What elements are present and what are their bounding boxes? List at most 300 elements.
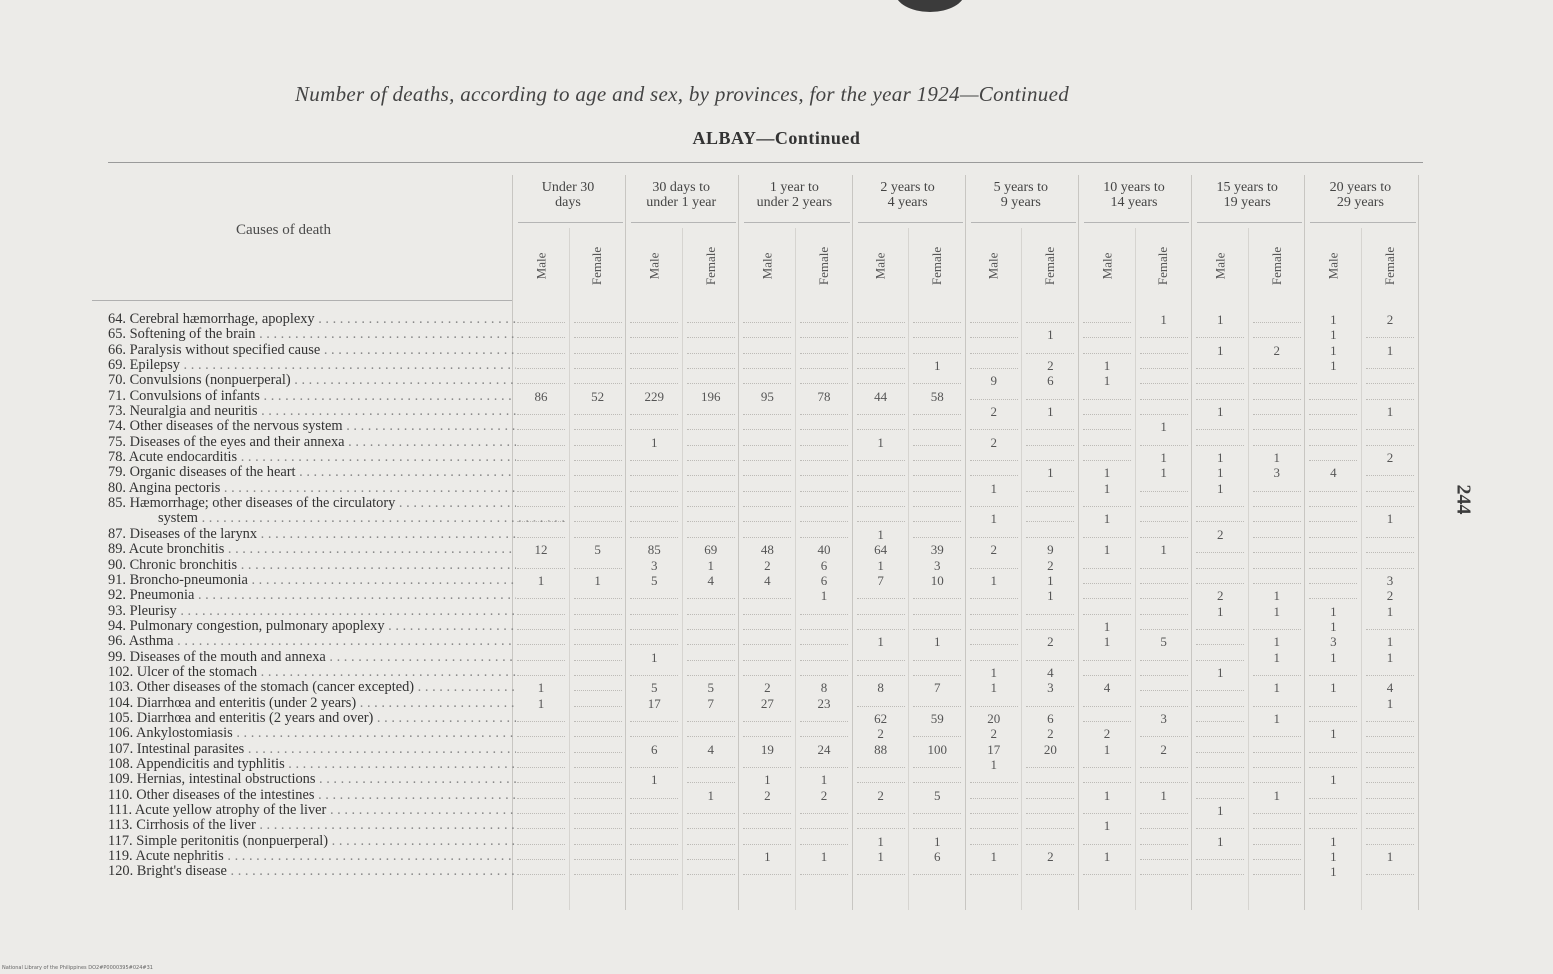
death-count-cell: 2 [1386,450,1394,466]
death-count-cell: 1 [1103,511,1111,527]
male-column-header [1193,232,1247,300]
empty-cell-leader [800,383,848,385]
empty-cell-leader [913,629,961,631]
male-column-header [514,232,568,300]
empty-cell-leader [1140,874,1188,876]
cause-of-death: 113. Cirrhosis of the liver . . . [108,818,516,833]
empty-cell-leader [630,368,678,370]
empty-cell-leader [1083,660,1131,662]
empty-cell-leader [970,660,1018,662]
empty-cell-leader [743,644,791,646]
empty-cell-leader [630,828,678,830]
death-count-cell: 1 [1386,342,1394,358]
sex-label: Female [1042,246,1058,286]
cause-of-death: 104. Diarrhœa and enteritis (under 2 years) . . . [108,696,516,711]
empty-cell-leader [1083,353,1131,355]
death-count-cell: 1 [1216,404,1224,420]
death-count-cell: 1 [1103,618,1111,634]
empty-cell-leader [913,337,961,339]
empty-cell-leader [1253,782,1301,784]
empty-cell-leader [913,675,961,677]
empty-cell-leader [517,414,565,416]
empty-cell-leader [1309,399,1357,401]
empty-cell-leader [1253,568,1301,570]
cause-of-death: 106. Ankylostomiasis . . . [108,726,516,741]
death-count-cell: 3 [1160,710,1167,726]
empty-cell-leader [913,445,961,447]
death-count-cell: 4 [1047,664,1054,680]
empty-cell-leader [574,767,622,769]
cause-of-death: 87. Diseases of the larynx . . . [108,527,516,542]
death-count-cell: 69 [704,542,718,558]
empty-cell-leader [970,644,1018,646]
empty-cell-leader [1140,629,1188,631]
death-count-cell: 196 [701,388,721,404]
empty-cell-leader [630,521,678,523]
empty-cell-leader [1026,353,1074,355]
death-count-cell: 19 [760,741,774,757]
empty-cell-leader [743,537,791,539]
cause-of-death: 91. Broncho-pneumonia . . . [108,573,516,588]
empty-cell-leader [1309,414,1357,416]
empty-cell-leader [1196,552,1244,554]
empty-cell-leader [1083,322,1131,324]
death-count-cell: 1 [1386,695,1394,711]
empty-cell-leader [574,568,622,570]
empty-cell-leader [1196,445,1244,447]
empty-cell-leader [517,752,565,754]
cause-of-death: system . . . [108,511,566,526]
empty-cell-leader [687,736,735,738]
empty-cell-leader [630,721,678,723]
scan-artifact [895,0,965,12]
death-count-cell: 23 [817,695,831,711]
empty-cell-leader [1309,828,1357,830]
empty-cell-leader [687,859,735,861]
column-rule [852,175,853,910]
empty-cell-leader [913,660,961,662]
death-count-cell: 229 [644,388,664,404]
table-title: Number of deaths, according to age and sex, by provinces, for the year 1924—Continued [295,82,1069,106]
empty-cell-leader [1026,445,1074,447]
death-count-cell: 1 [1273,710,1281,726]
age-group-line1: 1 year to [769,180,819,195]
death-count-cell: 20 [987,710,1001,726]
age-group-line2: 4 years [887,195,928,210]
causes-column-header: Causes of death [236,222,331,238]
empty-cell-leader [857,813,905,815]
empty-cell-leader [913,874,961,876]
empty-cell-leader [743,813,791,815]
death-count-cell: 1 [1273,680,1281,696]
death-count-cell: 1 [1330,603,1337,619]
empty-cell-leader [970,629,1018,631]
empty-cell-leader [1309,675,1357,677]
death-count-cell: 4 [1386,680,1394,696]
empty-cell-leader [1253,322,1301,324]
empty-cell-leader [1196,782,1244,784]
empty-cell-leader [1196,690,1244,692]
empty-cell-leader [687,460,735,462]
death-count-cell: 2 [877,726,884,742]
empty-cell-leader [1253,491,1301,493]
empty-cell-leader [517,644,565,646]
empty-cell-leader [913,782,961,784]
empty-cell-leader [970,337,1018,339]
cause-of-death: 120. Bright's disease . . . [108,864,516,879]
age-group-line2: under 1 year [646,195,717,210]
empty-cell-leader [1253,859,1301,861]
sex-label: Male [872,252,888,280]
death-count-cell: 27 [760,695,774,711]
empty-cell-leader [913,614,961,616]
empty-cell-leader [687,475,735,477]
death-count-cell: 1 [1160,419,1167,435]
empty-cell-leader [1366,537,1414,539]
empty-cell-leader [574,690,622,692]
empty-cell-leader [800,414,848,416]
empty-cell-leader [574,491,622,493]
death-count-cell: 7 [877,572,884,588]
empty-cell-leader [1140,614,1188,616]
cause-of-death: 66. Paralysis without specified cause . . . [108,343,516,358]
death-count-cell: 64 [874,542,888,558]
empty-cell-leader [1026,521,1074,523]
cause-of-death: 73. Neuralgia and neuritis . . . [108,404,516,419]
age-group-line2: 29 years [1336,195,1384,210]
empty-cell-leader [687,782,735,784]
empty-cell-leader [1083,598,1131,600]
empty-cell-leader [743,429,791,431]
age-group-header [740,180,848,210]
death-count-cell: 8 [877,680,884,696]
death-count-cell: 1 [1160,450,1167,466]
empty-cell-leader [1140,506,1188,508]
cause-of-death: 80. Angina pectoris . . . [108,481,516,496]
empty-cell-leader [1366,506,1414,508]
empty-cell-leader [1253,828,1301,830]
death-count-cell: 2 [1047,726,1054,742]
death-count-cell: 1 [1386,649,1394,665]
death-count-cell: 1 [1386,511,1394,527]
death-count-cell: 2 [1273,342,1281,358]
empty-cell-leader [800,844,848,846]
death-count-cell: 78 [817,388,831,404]
empty-cell-leader [1366,491,1414,493]
empty-cell-leader [1196,644,1244,646]
empty-cell-leader [1083,614,1131,616]
empty-cell-leader [517,491,565,493]
empty-cell-leader [630,475,678,477]
empty-cell-leader [1083,460,1131,462]
empty-cell-leader [857,782,905,784]
empty-cell-leader [970,399,1018,401]
death-count-cell: 5 [650,680,658,696]
age-group-line2: under 2 years [756,195,833,210]
empty-cell-leader [517,798,565,800]
cause-of-death: 99. Diseases of the mouth and annexa . . . [108,650,516,665]
death-count-cell: 2 [990,726,998,742]
sex-label: Female [1155,246,1171,286]
empty-cell-leader [630,813,678,815]
death-count-cell: 1 [933,358,941,374]
cause-of-death: 109. Hernias, intestinal obstructions . . . [108,772,516,787]
death-count-cell: 1 [1160,787,1167,803]
empty-cell-leader [1196,583,1244,585]
death-count-cell: 2 [877,787,884,803]
empty-cell-leader [1309,706,1357,708]
age-group-header [514,180,622,210]
empty-cell-leader [574,828,622,830]
age-group-rule [858,222,963,223]
empty-cell-leader [1196,721,1244,723]
death-count-cell: 2 [820,787,828,803]
cause-of-death: 78. Acute endocarditis . . . [108,450,516,465]
death-count-cell: 1 [1103,741,1111,757]
empty-cell-leader [574,383,622,385]
death-count-cell: 1 [877,634,884,650]
death-count-cell: 1 [1273,649,1281,665]
empty-cell-leader [1253,368,1301,370]
empty-cell-leader [1253,706,1301,708]
empty-cell-leader [574,736,622,738]
empty-cell-leader [574,537,622,539]
death-count-cell: 1 [820,588,828,604]
empty-cell-leader [1196,767,1244,769]
empty-cell-leader [1140,368,1188,370]
empty-cell-leader [687,445,735,447]
empty-cell-leader [1309,568,1357,570]
sex-label: Female [1268,246,1284,286]
death-count-cell: 3 [1273,465,1281,481]
empty-cell-leader [970,598,1018,600]
empty-cell-leader [574,506,622,508]
empty-cell-leader [1083,767,1131,769]
empty-cell-leader [1309,445,1357,447]
empty-cell-leader [857,706,905,708]
empty-cell-leader [743,414,791,416]
column-rule [1021,228,1022,910]
empty-cell-leader [1309,506,1357,508]
age-group-line2: 9 years [1000,195,1041,210]
empty-cell-leader [913,828,961,830]
sex-label: Male [985,252,1001,280]
death-count-cell: 2 [1216,588,1224,604]
empty-cell-leader [1140,445,1188,447]
empty-cell-leader [1140,491,1188,493]
death-count-cell: 40 [817,542,831,558]
column-rule [795,228,796,910]
empty-cell-leader [913,706,961,708]
empty-cell-leader [574,368,622,370]
empty-cell-leader [1140,521,1188,523]
empty-cell-leader [800,813,848,815]
empty-cell-leader [1309,813,1357,815]
death-count-cell: 1 [990,756,998,772]
empty-cell-leader [743,337,791,339]
empty-cell-leader [1026,614,1074,616]
age-group-header [854,180,962,210]
empty-cell-leader [1253,506,1301,508]
empty-cell-leader [687,675,735,677]
empty-cell-leader [517,445,565,447]
age-group-line2: days [555,195,581,210]
empty-cell-leader [687,537,735,539]
empty-cell-leader [800,353,848,355]
death-count-cell: 4 [707,572,715,588]
death-count-cell: 2 [1160,741,1167,757]
death-count-cell: 1 [1103,480,1111,496]
age-group-header [1193,180,1301,210]
death-count-cell: 1 [877,557,884,573]
empty-cell-leader [517,568,565,570]
empty-cell-leader [1366,782,1414,784]
death-count-cell: 1 [1330,864,1337,880]
death-count-cell: 1 [933,833,941,849]
empty-cell-leader [743,614,791,616]
empty-cell-leader [913,429,961,431]
female-column-header [1023,232,1077,300]
header-rule [108,162,1423,163]
death-count-cell: 1 [990,680,998,696]
empty-cell-leader [1196,399,1244,401]
empty-cell-leader [630,736,678,738]
death-count-cell: 2 [1047,849,1054,865]
empty-cell-leader [1083,706,1131,708]
empty-cell-leader [970,353,1018,355]
death-count-cell: 5 [1160,634,1167,650]
empty-cell-leader [574,644,622,646]
empty-cell-leader [1140,660,1188,662]
scan-footer: National Library of the Philippines DO2#P0000395#024#31 [2,965,153,971]
empty-cell-leader [857,767,905,769]
empty-cell-leader [743,521,791,523]
empty-cell-leader [517,521,565,523]
empty-cell-leader [1253,874,1301,876]
death-count-cell: 1 [1047,572,1054,588]
empty-cell-leader [1083,782,1131,784]
death-count-cell: 1 [1216,465,1224,481]
empty-cell-leader [630,429,678,431]
empty-cell-leader [1196,828,1244,830]
death-count-cell: 86 [534,388,548,404]
empty-cell-leader [630,844,678,846]
empty-cell-leader [1366,429,1414,431]
empty-cell-leader [1253,752,1301,754]
death-count-cell: 4 [1330,465,1337,481]
empty-cell-leader [857,598,905,600]
death-count-cell: 1 [877,849,884,865]
death-count-cell: 1 [1330,849,1337,865]
death-count-cell: 59 [930,710,944,726]
empty-cell-leader [1196,736,1244,738]
column-rule [1248,228,1249,910]
death-count-cell: 4 [1103,680,1111,696]
cause-of-death: 65. Softening of the brain . . . [108,327,516,342]
empty-cell-leader [1140,828,1188,830]
empty-cell-leader [517,353,565,355]
empty-cell-leader [1253,767,1301,769]
empty-cell-leader [913,353,961,355]
empty-cell-leader [913,322,961,324]
province-subtitle: ALBAY—Continued [692,128,861,148]
death-count-cell: 6 [820,572,828,588]
empty-cell-leader [1196,506,1244,508]
death-count-cell: 7 [707,695,715,711]
empty-cell-leader [687,491,735,493]
age-group-header [1080,180,1188,210]
empty-cell-leader [1366,552,1414,554]
empty-cell-leader [1083,583,1131,585]
empty-cell-leader [1140,782,1188,784]
empty-cell-leader [687,721,735,723]
death-count-cell: 1 [1273,588,1281,604]
empty-cell-leader [1196,337,1244,339]
death-count-cell: 3 [1047,680,1054,696]
age-group-rule [631,222,736,223]
death-count-cell: 24 [817,741,831,757]
death-count-cell: 2 [990,404,998,420]
empty-cell-leader [800,660,848,662]
death-count-cell: 5 [650,572,658,588]
cause-of-death: 111. Acute yellow atrophy of the liver . . . [108,803,516,818]
cause-of-death: 90. Chronic bronchitis . . . [108,558,516,573]
death-count-cell: 1 [1330,312,1337,327]
cause-of-death: 107. Intestinal parasites . . . [108,742,516,757]
empty-cell-leader [517,736,565,738]
empty-cell-leader [1140,859,1188,861]
page-number: 244 [1452,484,1475,515]
column-rule [1304,175,1305,910]
empty-cell-leader [574,874,622,876]
empty-cell-leader [1083,399,1131,401]
empty-cell-leader [1196,859,1244,861]
death-count-cell: 1 [1386,849,1394,865]
death-count-cell: 1 [990,480,998,496]
death-count-cell: 1 [1330,649,1337,665]
empty-cell-leader [913,506,961,508]
death-count-cell: 1 [1160,312,1167,327]
cause-of-death: 74. Other diseases of the nervous system . . . [108,419,516,434]
death-count-cell: 1 [1216,312,1224,327]
empty-cell-leader [800,736,848,738]
empty-cell-leader [1309,583,1357,585]
death-count-cell: 2 [1047,634,1054,650]
empty-cell-leader [800,521,848,523]
age-group-line1: 2 years to [880,180,935,195]
empty-cell-leader [800,368,848,370]
empty-cell-leader [574,353,622,355]
empty-cell-leader [913,767,961,769]
empty-cell-leader [574,521,622,523]
empty-cell-leader [1366,445,1414,447]
empty-cell-leader [1083,721,1131,723]
empty-cell-leader [743,721,791,723]
empty-cell-leader [857,506,905,508]
empty-cell-leader [913,736,961,738]
cause-of-death: 64. Cerebral hæmorrhage, apoplexy . . . [108,312,516,327]
empty-cell-leader [743,767,791,769]
empty-cell-leader [630,629,678,631]
empty-cell-leader [970,537,1018,539]
empty-cell-leader [1366,675,1414,677]
age-group-line2: 14 years [1110,195,1158,210]
empty-cell-leader [743,383,791,385]
column-rule [625,175,626,910]
empty-cell-leader [970,614,1018,616]
empty-cell-leader [970,798,1018,800]
empty-cell-leader [687,660,735,662]
